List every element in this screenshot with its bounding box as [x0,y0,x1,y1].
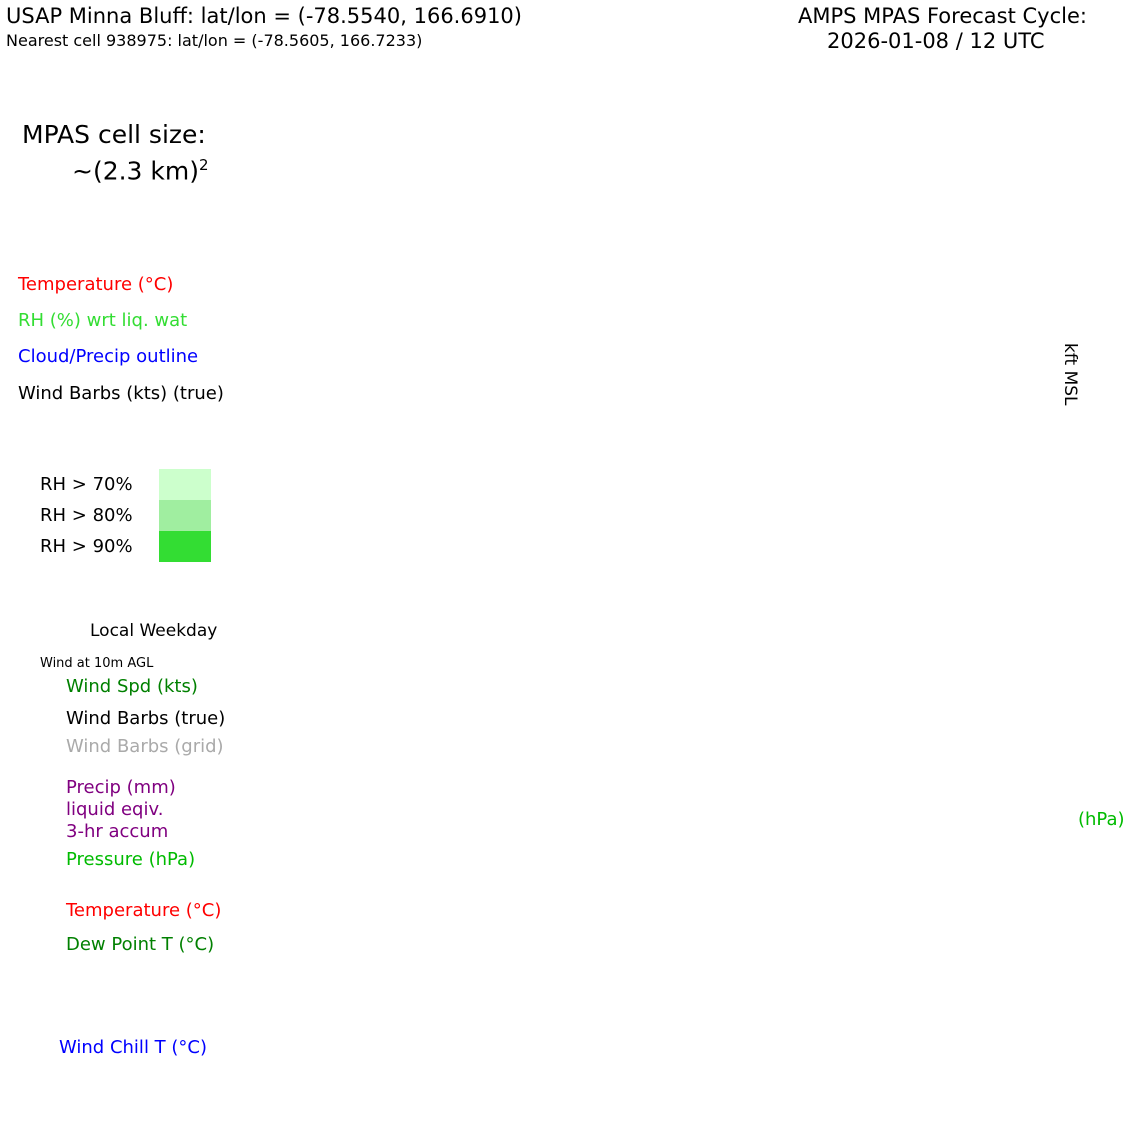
weekday-label: Local Weekday [90,621,218,641]
windchill-panel-label: Wind Chill T (°C) [59,1037,207,1058]
precip-label: Precip (mm) [66,777,176,798]
station-title: USAP Minna Bluff: lat/lon = (-78.5540, 166.6910) [6,4,522,28]
kft-axis-label: kft MSL [1060,343,1080,406]
cell-size-text: ~(2.3 km) [72,156,199,186]
legend-rh70: RH > 70% [40,474,133,495]
cell-size-title: MPAS cell size: [22,120,206,149]
hpa-unit-label: (hPa) [1078,809,1125,830]
cycle-title: AMPS MPAS Forecast Cycle: [798,4,1087,28]
cycle-date: 2026-01-08 / 12 UTC [827,29,1045,53]
precip-label-2: liquid eqiv. [66,799,164,820]
precip-label-3: 3-hr accum [66,821,169,842]
legend-wind: Wind Barbs (kts) (true) [18,383,224,404]
windspd-label: Wind Spd (kts) [66,676,198,697]
cell-size-sup: 2 [199,156,209,174]
legend-temperature: Temperature (°C) [18,274,174,295]
dewpoint-panel-label: Dew Point T (°C) [66,934,215,955]
pressure-label: Pressure (hPa) [66,849,196,870]
legend-rh90: RH > 90% [40,536,133,557]
nearest-cell-label: Nearest cell 938975: lat/lon = (-78.5605, 166.7233) [6,31,423,50]
barbs-true-label: Wind Barbs (true) [66,708,226,729]
barbs-grid-label: Wind Barbs (grid) [66,736,224,757]
temp-panel-label: Temperature (°C) [66,900,222,921]
wind10m-label: Wind at 10m AGL [40,656,154,671]
legend-cloud: Cloud/Precip outline [18,346,199,367]
legend-rh: RH (%) wrt liq. wat [18,310,188,331]
legend-rh80: RH > 80% [40,505,133,526]
